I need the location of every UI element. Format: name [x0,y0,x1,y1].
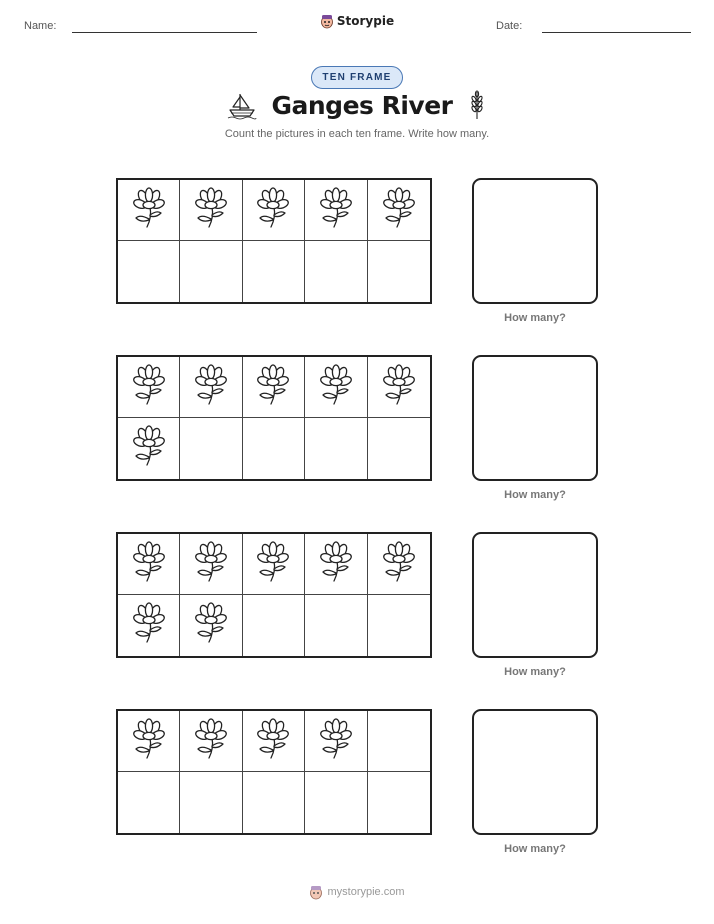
ten-frame [116,178,432,304]
flower-icon [192,600,230,651]
ten-frame-cell [118,357,180,418]
ten-frame-cell [118,241,180,302]
flower-icon [192,362,230,413]
ten-frame [116,355,432,481]
flower-icon [317,539,355,590]
ten-frame-cell [305,711,367,772]
flower-icon [380,185,418,236]
ten-frame-badge: TEN FRAME [311,66,402,89]
flower-icon [254,539,292,590]
flower-icon [130,716,168,767]
ten-frame-cell [305,241,367,302]
ten-frame-cell [243,418,305,479]
ten-frame-cell [243,711,305,772]
ten-frame [116,532,432,658]
flower-icon [380,539,418,590]
answer-box[interactable] [472,355,598,481]
how-many-label: How many? [504,489,566,501]
ten-frame-cell [243,357,305,418]
ten-frame-cell [368,357,430,418]
ten-frame-cell [368,711,430,772]
ten-frame-cell [180,180,242,241]
answer-box[interactable] [472,532,598,658]
date-line[interactable] [542,32,691,33]
ten-frame-cell [305,772,367,833]
flower-icon [317,362,355,413]
flower-icon [130,185,168,236]
title-row [0,89,714,121]
instructions: Count the pictures in each ten frame. Write how many. [224,128,490,140]
ten-frame-cell [180,534,242,595]
ten-frame-cell [118,418,180,479]
ten-frame-problem-1 [0,178,714,338]
ten-frame-cell [180,357,242,418]
ten-frame-cell [305,595,367,656]
how-many-label: How many? [504,312,566,324]
flower-icon [130,539,168,590]
answer-box[interactable] [472,178,598,304]
ten-frame-problem-2 [0,355,714,515]
flower-icon [130,423,168,474]
flower-icon [254,362,292,413]
ten-frame-cell [180,711,242,772]
ten-frame-cell [118,595,180,656]
how-many-label: How many? [504,666,566,678]
how-many-label: How many? [504,843,566,855]
storypie-mascot-icon [309,884,323,900]
flower-icon [130,362,168,413]
ten-frame-cell [368,772,430,833]
flower-icon [192,539,230,590]
flower-icon [317,185,355,236]
brand [0,13,714,29]
ten-frame-cell [243,772,305,833]
footer [0,884,714,900]
ten-frame-cell [180,418,242,479]
flower-icon [317,716,355,767]
boat-icon [227,90,257,120]
flower-icon [380,362,418,413]
ten-frame-cell [243,180,305,241]
ten-frame-cell [180,772,242,833]
ten-frame-cell [368,595,430,656]
ten-frame-cell [118,711,180,772]
ten-frame-cell [243,595,305,656]
ten-frame-cell [243,534,305,595]
ten-frame-cell [118,180,180,241]
ten-frame-cell [368,534,430,595]
ten-frame-cell [368,180,430,241]
flower-icon [254,185,292,236]
ten-frame-cell [118,534,180,595]
ten-frame-cell [368,241,430,302]
flower-icon [192,185,230,236]
footer-url: mystorypie.com [327,886,405,898]
ten-frame-problem-4 [0,709,714,869]
flower-icon [254,716,292,767]
ten-frame [116,709,432,835]
storypie-mascot-icon [320,13,334,29]
ten-frame-cell [305,180,367,241]
name-label: Name: [24,20,57,32]
name-line[interactable] [72,32,257,33]
wheat-icon [467,89,487,121]
answer-box[interactable] [472,709,598,835]
ten-frame-cell [118,772,180,833]
ten-frame-cell [305,534,367,595]
ten-frame-cell [180,595,242,656]
page-title: Ganges River [271,90,453,120]
ten-frame-cell [180,241,242,302]
flower-icon [130,600,168,651]
ten-frame-cell [305,357,367,418]
date-label: Date: [496,20,523,32]
flower-icon [192,716,230,767]
ten-frame-cell [368,418,430,479]
ten-frame-cell [243,241,305,302]
ten-frame-problem-3 [0,532,714,692]
ten-frame-cell [305,418,367,479]
brand-name: Storypie [336,14,395,28]
